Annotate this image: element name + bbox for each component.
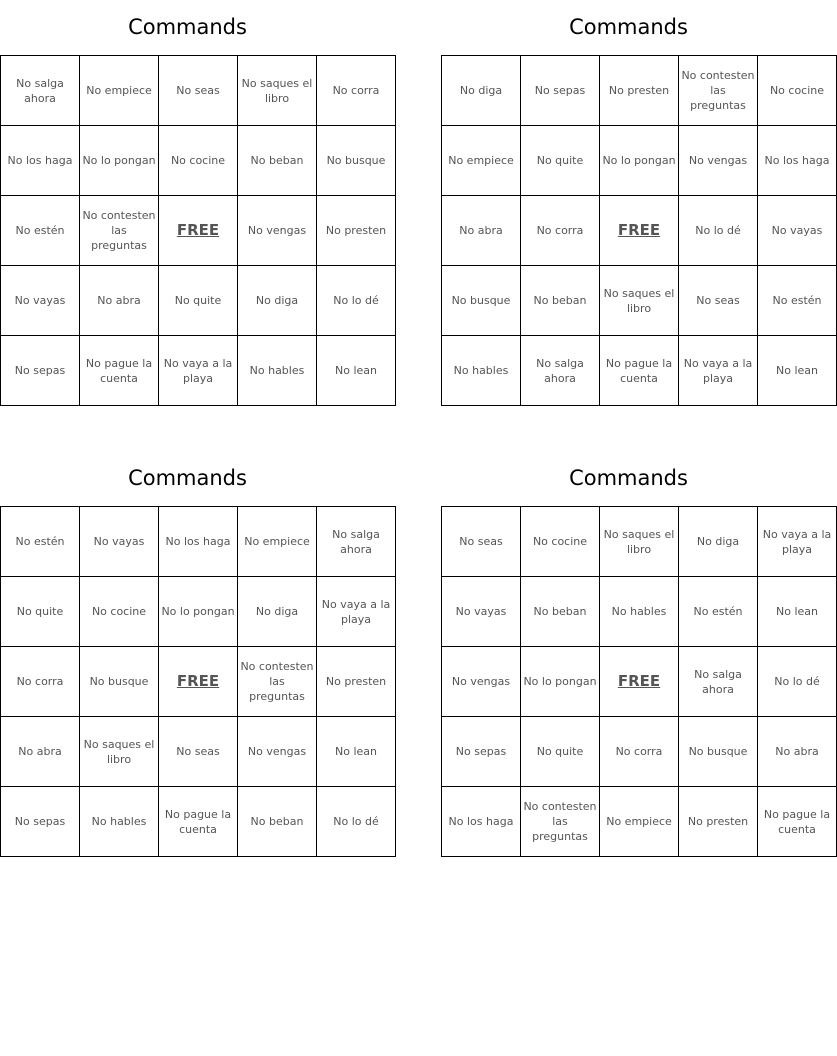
grid-cell: No lean [758, 336, 837, 406]
grid-cell: No sepas [521, 56, 600, 126]
grid-cell: No presten [679, 787, 758, 857]
grid-cell: No empiece [80, 56, 159, 126]
grid-cell: No vaya a la playa [159, 336, 238, 406]
grid-cell: No saques el libro [238, 56, 317, 126]
grid-cell: No cocine [758, 56, 837, 126]
grid-cell: No lean [317, 336, 396, 406]
free-space: FREE [600, 196, 679, 266]
grid-row [1, 787, 396, 857]
bingo-grid [441, 506, 837, 857]
grid-cell: No hables [600, 577, 679, 647]
grid-cell: No los haga [758, 126, 837, 196]
grid-cell: No vaya a la playa [317, 577, 396, 647]
grid-row [442, 196, 837, 266]
grid-cell: No salga ahora [521, 336, 600, 406]
grid-cell: No diga [679, 507, 758, 577]
grid-cell: No beban [521, 577, 600, 647]
grid-cell: No vayas [758, 196, 837, 266]
grid-cell: No lean [758, 577, 837, 647]
grid-cell: No corra [1, 647, 80, 717]
grid-cell: No sepas [442, 717, 521, 787]
grid-cell: No vengas [679, 126, 758, 196]
grid-cell: No vayas [1, 266, 80, 336]
grid-cell: No estén [1, 507, 80, 577]
bingo-grid [0, 506, 396, 857]
free-space: FREE [159, 196, 238, 266]
grid-cell: No vaya a la playa [679, 336, 758, 406]
grid-cell: No salga ahora [1, 56, 80, 126]
grid-cell: No beban [238, 126, 317, 196]
grid-row [442, 577, 837, 647]
grid-cell: No busque [679, 717, 758, 787]
bingo-grid [0, 55, 396, 406]
grid-cell: No contesten las preguntas [238, 647, 317, 717]
grid-cell: No quite [159, 266, 238, 336]
grid-cell: No pague la cuenta [600, 336, 679, 406]
grid-cell: No salga ahora [679, 647, 758, 717]
grid-cell: No corra [317, 56, 396, 126]
grid-cell: No lo pongan [80, 126, 159, 196]
grid-cell: No beban [238, 787, 317, 857]
grid-cell: No empiece [442, 126, 521, 196]
grid-cell: No quite [1, 577, 80, 647]
grid-cell: No abra [758, 717, 837, 787]
grid-row [442, 56, 837, 126]
grid-cell: No abra [1, 717, 80, 787]
grid-cell: No cocine [159, 126, 238, 196]
grid-cell: No estén [758, 266, 837, 336]
grid-row [1, 56, 396, 126]
grid-row [442, 787, 837, 857]
grid-cell: No hables [238, 336, 317, 406]
grid-cell: No abra [80, 266, 159, 336]
grid-cell: No pague la cuenta [758, 787, 837, 857]
grid-row [442, 507, 837, 577]
grid-cell: No lo pongan [159, 577, 238, 647]
grid-cell: No vengas [238, 717, 317, 787]
grid-cell: No contesten las preguntas [521, 787, 600, 857]
free-space: FREE [159, 647, 238, 717]
card-title: Commands [128, 15, 247, 39]
grid-row [442, 647, 837, 717]
free-space: FREE [600, 647, 679, 717]
grid-row [1, 647, 396, 717]
grid-cell: No hables [80, 787, 159, 857]
grid-cell: No vayas [80, 507, 159, 577]
grid-cell: No diga [442, 56, 521, 126]
grid-cell: No busque [80, 647, 159, 717]
card-title: Commands [569, 466, 688, 490]
grid-cell: No hables [442, 336, 521, 406]
grid-cell: No abra [442, 196, 521, 266]
grid-row [442, 717, 837, 787]
grid-cell: No contesten las preguntas [80, 196, 159, 266]
grid-cell: No quite [521, 717, 600, 787]
grid-cell: No beban [521, 266, 600, 336]
grid-cell: No quite [521, 126, 600, 196]
grid-row [1, 196, 396, 266]
grid-cell: No lean [317, 717, 396, 787]
grid-row [1, 577, 396, 647]
grid-cell: No los haga [442, 787, 521, 857]
grid-cell: No busque [442, 266, 521, 336]
grid-cell: No lo dé [317, 787, 396, 857]
grid-cell: No contesten las preguntas [679, 56, 758, 126]
grid-cell: No sepas [1, 336, 80, 406]
grid-cell: No pague la cuenta [159, 787, 238, 857]
grid-cell: No sepas [1, 787, 80, 857]
grid-row [442, 336, 837, 406]
grid-cell: No empiece [238, 507, 317, 577]
grid-cell: No diga [238, 577, 317, 647]
grid-cell: No pague la cuenta [80, 336, 159, 406]
grid-cell: No vengas [442, 647, 521, 717]
grid-cell: No saques el libro [600, 266, 679, 336]
grid-cell: No seas [679, 266, 758, 336]
grid-cell: No seas [159, 56, 238, 126]
grid-cell: No diga [238, 266, 317, 336]
grid-cell: No empiece [600, 787, 679, 857]
grid-cell: No presten [317, 196, 396, 266]
grid-cell: No estén [679, 577, 758, 647]
grid-cell: No estén [1, 196, 80, 266]
grid-row [1, 717, 396, 787]
grid-cell: No lo dé [317, 266, 396, 336]
grid-cell: No saques el libro [80, 717, 159, 787]
grid-cell: No lo dé [679, 196, 758, 266]
grid-row [1, 266, 396, 336]
grid-cell: No los haga [159, 507, 238, 577]
card-title: Commands [569, 15, 688, 39]
grid-cell: No lo pongan [600, 126, 679, 196]
grid-row [442, 266, 837, 336]
grid-cell: No saques el libro [600, 507, 679, 577]
grid-cell: No cocine [521, 507, 600, 577]
grid-cell: No salga ahora [317, 507, 396, 577]
grid-cell: No busque [317, 126, 396, 196]
card-title: Commands [128, 466, 247, 490]
grid-cell: No presten [317, 647, 396, 717]
grid-cell: No vayas [442, 577, 521, 647]
grid-cell: No presten [600, 56, 679, 126]
grid-cell: No vaya a la playa [758, 507, 837, 577]
grid-row [1, 336, 396, 406]
grid-cell: No seas [159, 717, 238, 787]
grid-cell: No corra [521, 196, 600, 266]
bingo-grid [441, 55, 837, 406]
grid-cell: No lo pongan [521, 647, 600, 717]
grid-cell: No cocine [80, 577, 159, 647]
grid-row [442, 126, 837, 196]
grid-cell: No lo dé [758, 647, 837, 717]
grid-row [1, 507, 396, 577]
grid-cell: No seas [442, 507, 521, 577]
grid-cell: No los haga [1, 126, 80, 196]
grid-row [1, 126, 396, 196]
grid-cell: No vengas [238, 196, 317, 266]
grid-cell: No corra [600, 717, 679, 787]
